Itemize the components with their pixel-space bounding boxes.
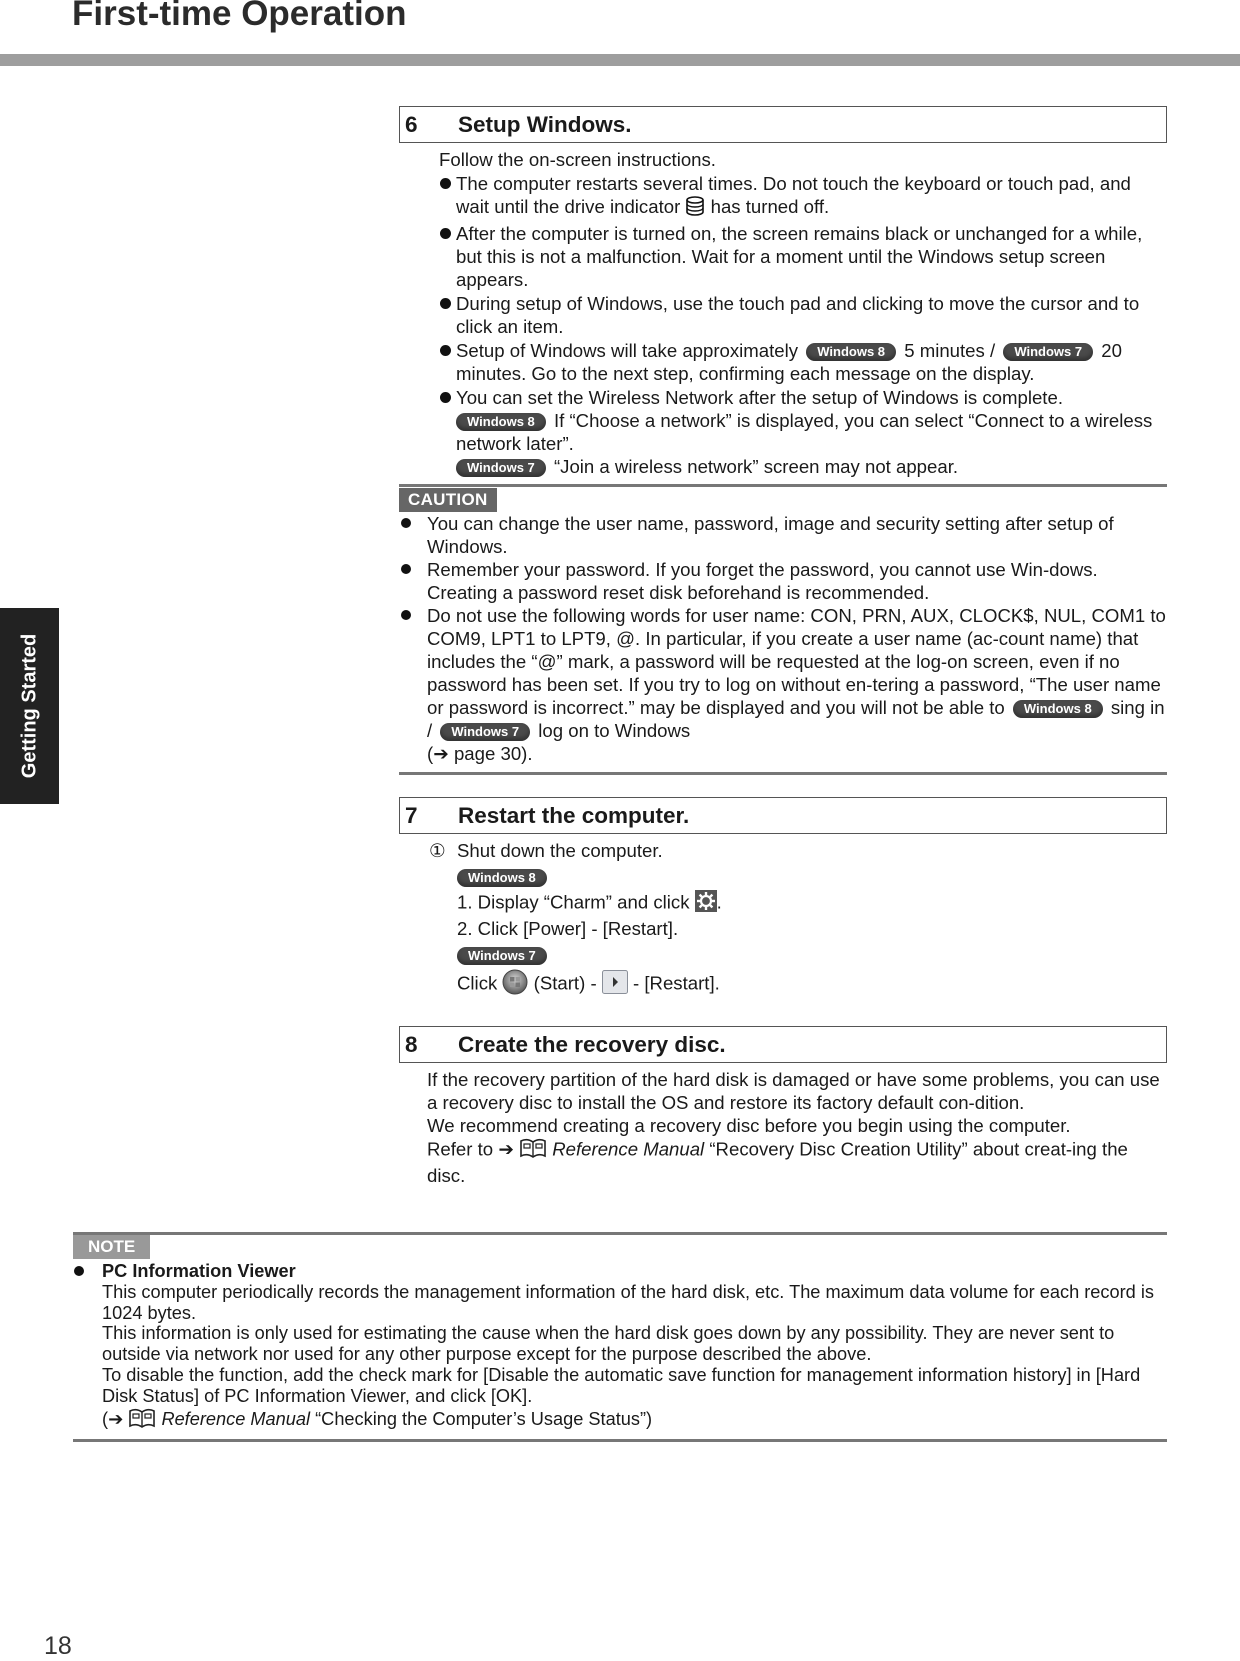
step-8-body [399, 1063, 1167, 1187]
note-paragraph: To disable the function, add the check mark for [Disable the automatic save function for management information history] in [Hard Disk Status] of PC Information Viewer, and click [OK]. [102, 1364, 1141, 1406]
note-label: NOTE [73, 1235, 150, 1259]
arrow-icon: ➔ [498, 1138, 514, 1159]
caution-text: Do not use the following words for user name: CON, PRN, AUX, CLOCK$, NUL, COM1 to COM9, LPT1 to LPT9, @. In particular, if you create a user name (ac-count name) that includes the “@” mark, a password will be requested at the log-on screen, even if no password has been set. If you try to log on without en-tering a password, “The user name or password is incorrect.” may be displayed and you will not be able to [427, 604, 1166, 718]
arrow-icon: ➔ [108, 1408, 124, 1429]
note-reference-text: “Checking the Computer’s Usage Status”) [315, 1408, 653, 1429]
circled-number: ① [429, 839, 446, 861]
caution-text: Remember your password. If you forget the password, you cannot use Win-dows. Creating a password reset disk beforehand is recommended. [427, 558, 1098, 603]
caution-item [399, 558, 1167, 604]
note-box [73, 1232, 1167, 1442]
step-8-heading [399, 1026, 1167, 1063]
bullet-item [439, 292, 1167, 338]
instruction-text: Click [457, 972, 498, 993]
bullet-text: You can set the Wireless Network after the setup of Windows is complete. [456, 386, 1063, 408]
instruction-text: 1. Display “Charm” and click [457, 891, 690, 912]
step-number: 7 [405, 802, 418, 828]
note-paragraph: This information is only used for estimating the cause when the hard disk goes down by any possibility. They are never sent to outside via network nor used for any other purpose except for the purpose described the above. [102, 1323, 1115, 1365]
bullet-text: If “Choose a network” is displayed, you can select “Connect to a wireless network later”. [456, 409, 1153, 454]
caution-text: You can change the user name, password, image and security setting after setup of Windows. [427, 512, 1114, 557]
manual-book-icon [128, 1407, 156, 1434]
caution-text: sing in / [427, 696, 1165, 741]
note-reference: (➔ Reference Manual “Checking the Computer’s Usage Status”) [102, 1407, 1167, 1434]
paragraph: We recommend creating a recovery disc before you begin using the computer. [427, 1114, 1071, 1136]
caution-box [399, 484, 1167, 775]
step-title: Restart the computer. [458, 802, 690, 828]
windows-7-badge: Windows 7 [440, 723, 530, 741]
windows-7-badge: Windows 7 [1003, 343, 1093, 361]
bullet-text: “Join a wireless network” screen may not appear. [553, 455, 959, 477]
step-number: 8 [405, 1031, 418, 1057]
bullet-text: After the computer is turned on, the screen remains black or unchanged for a while, but this is not a malfunction. Wait for a moment until the Windows setup screen appears. [456, 222, 1143, 290]
step-number: 6 [405, 112, 418, 137]
bullet-text: During setup of Windows, use the touch pad and clicking to move the cursor and to click an item. [456, 292, 1140, 337]
caution-label: CAUTION [399, 488, 497, 512]
bullet-item [439, 339, 1167, 385]
step-title: Setup Windows. [458, 112, 632, 137]
drive-indicator-icon [685, 196, 705, 221]
paragraph-text: “Recovery Disc Creation Utility” about creat-ing the disc. [427, 1138, 1128, 1186]
windows-start-icon [502, 969, 528, 1000]
note-item [73, 1261, 1167, 1433]
caution-item [399, 512, 1167, 558]
shutdown-arrow-icon [602, 970, 628, 999]
instruction-text: 2. Click [Power] - [Restart]. [457, 917, 679, 939]
paragraph-text: Refer to [427, 1138, 494, 1159]
paragraph [427, 1137, 1167, 1187]
reference-manual-link: Reference Manual [552, 1138, 705, 1159]
note-heading: PC Information Viewer [102, 1261, 296, 1281]
bullet-text: Setup of Windows will take approximately [456, 339, 799, 361]
instruction-text: - [Restart]. [633, 972, 720, 993]
bullet-text: 5 minutes / [904, 339, 996, 361]
header-bar [0, 54, 1240, 66]
side-tab-label: Getting Started [18, 633, 40, 779]
instruction-text: (Start) - [533, 972, 597, 993]
windows-8-badge: Windows 8 [806, 343, 896, 361]
step-6-body [399, 143, 1167, 478]
main-content [399, 106, 1167, 1187]
windows-7-badge: Windows 7 [456, 459, 546, 477]
bullet-text: has turned off. [710, 196, 830, 217]
page-number: 18 [44, 1632, 72, 1660]
step-7 [399, 797, 1167, 1000]
bullet-item [439, 172, 1167, 221]
reference-manual-link: Reference Manual [161, 1408, 311, 1429]
windows-8-badge: Windows 8 [456, 413, 546, 431]
bullet-item [439, 386, 1167, 478]
step-7-heading [399, 797, 1167, 834]
bullet-text: The computer restarts several times. Do not touch the keyboard or touch pad, and wait until the drive indicator [456, 173, 1131, 217]
bullet-text: 20 minutes. Go to the next step, confirming each message on the display. [456, 339, 1122, 384]
arrow-icon: ➔ [433, 742, 449, 764]
bullet-item [439, 222, 1167, 291]
windows-7-badge: Windows 7 [457, 947, 547, 965]
step-6-heading [399, 106, 1167, 143]
page-reference: page 30). [453, 742, 533, 764]
windows-8-badge: Windows 8 [1013, 700, 1103, 718]
bullet-list [439, 172, 1167, 478]
note-paragraph: This computer periodically records the management information of the hard disk, etc. The maximum data volume for each record is 1024 bytes. [102, 1281, 1154, 1323]
settings-gear-icon [695, 890, 717, 917]
sub-step-text: Shut down the computer. [457, 839, 663, 861]
manual-book-icon [519, 1137, 547, 1164]
caution-text: log on to Windows [538, 719, 691, 741]
windows-8-badge: Windows 8 [457, 869, 547, 887]
side-tab [0, 608, 59, 804]
step-title: Create the recovery disc. [458, 1031, 726, 1057]
step-7-body [399, 834, 1167, 1000]
caution-item: Do not use the following words for user name: CON, PRN, AUX, CLOCK$, NUL, COM1 to COM9, LPT1 to LPT9, @. In particular, if you create a user name (ac-count name) that includes the “@” mark, a password will be requested at the log-on screen, even if no password has been set. If you try to log on without en-tering a password, “The user name or password is incorrect.” may be displayed and you will not be able to Windows 8 sing in / Windows 7 log on to Windows (➔ page 30). [399, 604, 1167, 765]
instruction-text: . [716, 891, 722, 912]
page-title: First-time Operation [72, 0, 407, 33]
paragraph: If the recovery partition of the hard disk is damaged or have some problems, you can use a recovery disc to install the OS and restore its factory default con-dition. [427, 1068, 1160, 1113]
step-8 [399, 1026, 1167, 1187]
step-intro: Follow the on-screen instructions. [439, 149, 716, 170]
